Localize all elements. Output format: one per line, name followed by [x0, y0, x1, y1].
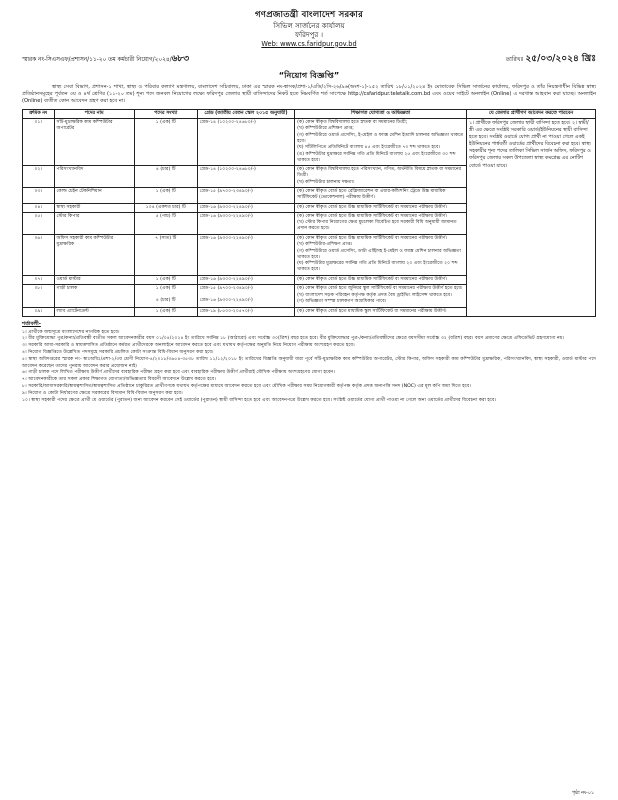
page-number: পৃষ্ঠা নং-০১ — [571, 790, 594, 796]
row-count — [134, 212, 197, 234]
qualification-item: (ক) কোন স্বীকৃত বোর্ড হতে উচ্চ মাধ্যমিক সার্টিফিকেট বা সমমানের পরীক্ষায় উত্তীর্ণ। — [297, 235, 448, 241]
qualification-item: (খ) বাংলাদেশ সড়ক পরিবহন কর্তৃপক্ষ কর্তৃক প্রদত্ত বৈধ ড্রাইভিং লাইসেন্স থাকতে হবে। — [297, 292, 452, 298]
grade-value: গ্রেড-১৯ (৮৫০০-২০৫৭০/-) — [199, 308, 253, 314]
grade-value: গ্রেড-১৬ (৯৩০০-২২৪৯০/-) — [199, 213, 253, 219]
row-qualification — [295, 166, 467, 188]
notice-title: “নিয়োগ বিজ্ঞপ্তি” — [278, 69, 340, 80]
grade-value: গ্রেড-১৪ (১০২০০-২৪৬৮০/-) — [199, 119, 256, 125]
row-count — [134, 285, 197, 307]
row-qualification — [295, 234, 467, 275]
term-item: ৩। সরকারি আধা-সরকারি ও স্বায়ত্তশাসিত প্রতিষ্ঠানে কর্মরত প্রার্থীদেরকে অনলাইনে আবেদন করতে হবে এবং যথাযথ কর্তৃপক্ষের অনুমতি নিয়ে নিয়োগ পরীক্ষায় অংশগ্রহণ করতে হবে। — [22, 343, 355, 349]
count-value: ১ (এক) টি — [155, 119, 176, 125]
row-qualification — [295, 275, 467, 284]
qualification-item: (ঘ) সাঁটলিপিতে প্রতিমিনিটে বাংলায় ৪৫ এবং ইংরেজীতে ৭০ শব্দ থাকতে হবে। — [297, 145, 440, 151]
date-value: ২৫/০৩/২০২৪ খ্রিঃ — [525, 54, 596, 65]
qualification-item: (গ) অভিজ্ঞতা সম্পন্ন চালকগণ অগ্রাধিকার পাবে। — [297, 299, 387, 305]
vacancy-table — [22, 109, 596, 317]
grade-value-2: গ্রেড-১৬ (৯৩০০-২২৪৯০/-) — [199, 298, 253, 304]
qualification-item: (ক) কোন স্বীকৃত বোর্ড হতে রেফ্রিজারেশন বা এয়ার-কন্ডিশনিং ট্রেডে উচ্চ মাধ্যমিক সার্টিফিকেট (ভোকেশনাল) পরীক্ষায় উত্তীর্ণ। — [297, 189, 446, 201]
row-post: ল্যাব এ্যাটেনডেন্ট — [54, 307, 134, 316]
qualification-item: (ক) কোন স্বীকৃত বিশ্ববিদ্যালয় হতে স্নাতক বা সমমানের ডিগ্রী; — [297, 119, 408, 125]
row-count — [134, 118, 197, 165]
row-serial: ০৩। — [23, 188, 55, 203]
row-post: অফিস সহকারী কাম কম্পিউটার মুদ্রাক্ষরিক — [54, 234, 134, 275]
row-grade — [197, 275, 294, 284]
grade-value: গ্রেড-১৫ (৯৭০০-২৩৪৯০/-) — [199, 189, 253, 195]
row-qualification — [295, 212, 467, 234]
qualification-item: (ক) কোন স্বীকৃত বোর্ড হতে জুনিয়র স্কুল সার্টিফিকেট বা সমমানের পরীক্ষায় উত্তীর্ণ হতে হবে। — [297, 286, 463, 292]
qualification-item: (ঙ) কম্পিউটার মুদ্রাক্ষরে সর্বনিম্ন গতি প্রতি মিনিটে বাংলায় ২৫ এবং ইংরেজীতে ৩০ শব্দ থাকতে হবে। — [297, 151, 456, 163]
memo-date — [506, 54, 596, 66]
count-value: ৪ (চার) টি — [155, 167, 176, 173]
row-grade — [197, 307, 294, 316]
qualification-item: (খ) কম্পিউটারে প্রশিক্ষণ প্রাপ্ত; — [297, 126, 354, 132]
terms-title: শর্তাবলী- — [22, 321, 41, 328]
date-prefix: তারিখঃ — [505, 57, 524, 64]
count-value: ১ (এক) টি — [155, 286, 176, 292]
qualification-item: (ক) কোন স্বীকৃত বোর্ড হতে উচ্চ মাধ্যমিক সার্টিফিকেট বা সমমানের পরীক্ষায় উত্তীর্ণ। — [297, 276, 448, 282]
row-grade — [197, 188, 294, 203]
row-post: পরিসংখ্যানবিদ — [54, 166, 134, 188]
memo-line — [22, 54, 596, 66]
row-count — [134, 203, 197, 212]
office-name: সিভিল সার্জনের কার্যালয় — [273, 21, 345, 31]
row-count — [134, 275, 197, 284]
term-item: ৯। নিয়োগ ও কোটা নির্ধারণের ক্ষেত্রে সরকারের বিদ্যমান বিধি-বিধান অনুসরণ করা হবে। — [22, 390, 183, 396]
col-eligibility: যে জেলার প্রার্থীগণ আবেদন করতে পারবেন — [467, 109, 596, 118]
count-value-2: ৪ (চার) টি — [155, 298, 176, 304]
row-serial: ০৯। — [23, 307, 55, 316]
qualification-item: (ক) কোন স্বীকৃত বিশ্ববিদ্যালয় হতে পরিসংখ্যান, গণিত, অর্থনীতি বিষয়ে স্নাতক বা সমমানের ডিগ্রী। — [297, 167, 462, 179]
row-post: স্টোর কিপার — [54, 212, 134, 234]
row-post: কোল্ড চেইন টেকনিশিয়ান — [54, 188, 134, 203]
memo-handwritten-number: ৬৮৩ — [171, 54, 190, 65]
col-qualification: শিক্ষাগত যোগ্যতা ও অভিজ্ঞতা — [295, 109, 467, 118]
row-post: গাড়ী চালক — [54, 285, 134, 307]
row-count — [134, 307, 197, 316]
count-value: ১ (এক) টি — [155, 308, 176, 314]
term-item: ৮। সরকারি/আধাসরকারি/স্বায়ত্বশাসিত/স্বায়ত্বশাসিত প্রতিষ্ঠানে চাকুরিরত প্রার্থীগণকে যথাযথ কর্তৃপক্ষের মাধ্যমে আবেদন করতে হবে এবং মৌখিক পরীক্ষার সময় নিয়োগকারী কর্তৃপক্ষ কর্তৃক প্রদত্ত অনাপত্তি সনদ (NOC) এর মূল কপি জমা দিতে হবে। — [22, 384, 471, 390]
row-serial: ০৬। — [23, 234, 55, 275]
row-post: ওয়ার্ড মাস্টার — [54, 275, 134, 284]
col-post: পদের নাম — [54, 109, 134, 118]
grade-value: গ্রেড-১৫ (৯৭০০-২৩৪৯০/-) — [199, 286, 253, 292]
row-grade — [197, 234, 294, 275]
term-item: ১। প্রার্থীকে জন্মসূত্রে বাংলাদেশের নাগরিক হতে হবে। — [22, 329, 120, 335]
qualification-item: (খ) কম্পিউটার-প্রশিক্ষণ প্রাপ্ত। — [297, 242, 353, 248]
term-item: ৬। গাড়ী চালক পদে লিখিত পরীক্ষায় উত্তীর্ণ প্রার্থীদের ব্যবহারিক পরীক্ষা গ্রহণ করা হবে এবং ব্যবহারিক পরীক্ষায় উত্তীর্ণ প্রার্থীরাই মৌখিক পরীক্ষায় অংশগ্রহণের যোগ্য হবেন। — [22, 370, 335, 376]
col-grade: গ্রেড (জাতীয় বেতন স্কেল ২০১৫ অনুযায়ী) — [197, 109, 294, 118]
letterhead — [22, 10, 596, 48]
row-serial: ০৪। — [23, 203, 55, 212]
row-post: স্বাস্থ্য সহকারী — [54, 203, 134, 212]
qualification-item: (খ) স্টোর কিপার নিয়োগের ক্ষেত্র মুচলেকা বিবেচিত হবে সরকারী বিধি অনুযায়ী জামানত প্রদান করতে হবে। — [297, 220, 457, 232]
qualification-item: (গ) কম্পিউটারে ওয়ার্ড প্রসেসিং, ডাটা এন্ট্রিসহ ই-মেইল ও ফ্যাক্স মেশিন চালনার অভিজ্ঞতা থাকতে হবে। — [297, 248, 461, 260]
col-serial: ক্রমিক নং — [23, 109, 55, 118]
row-serial: ০৭। — [23, 275, 55, 284]
row-serial: ০১। — [23, 118, 55, 165]
row-grade — [197, 166, 294, 188]
term-item: ৭। আবেদনকারীকে তার সকল প্রকার শিক্ষাগত যোগ্যতা/অভিজ্ঞতার বিবরণী আবেদনে উল্লেখ করতে হবে। — [22, 377, 216, 383]
table-row — [23, 118, 596, 165]
row-grade — [197, 285, 294, 307]
row-count — [134, 166, 197, 188]
terms-list — [22, 330, 596, 405]
row-serial: ০২। — [23, 166, 55, 188]
term-item: ৫। স্বাস্থ্য অধিদপ্তরের স্মারক নং- স্বাঃঅধিঃ/প্রশা-২/৩য় শ্রেণী নিয়োগ-৪/২০১৮/৩৬৫৪-৩৫৩৮ তারিখ ১১/১২/২০১৮ ইং তারিখের বিজ্ঞপ্তি অনুযায়ী যারা পূর্বে সাঁট-মুদ্রাক্ষরিক কাম কম্পিউটার অপারেটর, স্টোর কিপার, অফিস সহকারী কাম কম্পিউটার মুদ্রাক্ষরিক, পরিসংখ্যানবিদ, স্বাস্থ্য সহকারী, ওয়ার্ড মাস্টার পদে আবেদন করেছেন তাদের পুনরায় আবেদন করার প্রয়োজন নাই। — [22, 356, 596, 369]
row-eligibility: ১। প্রার্থীকে ফরিদপুর জেলার স্থায়ী বাসিন্দা হতে হবে। ২। স্বামী/স্ত্রী এর ক্ষেত্রে সংশ্লিষ্ট সরকারি ওয়ার্ড/ইউনিয়নের স্থায়ী বাসিন্দা হতে হবে। সংশ্লিষ্ট ওয়ার্ডে যোগ্য প্রার্থী না পাওয়া গেলে একই ইউনিয়নের পার্শ্ববর্তী ওয়ার্ডের প্রার্থীদের বিবেচনা করা হবে। স্বাস্থ্য সহকারীর শূন্য পদের তালিকা সিভিল সার্জন অফিস, ফরিদপুর ও ফরিদপুর জেলার সকল উপজেলা স্বাস্থ্য কমপ্লেক্স এর নোটিশ বোর্ডে পাওয়া যাবে। — [467, 118, 596, 316]
count-value: ১ (এক) টি — [155, 189, 176, 195]
qualification-item: (খ) কম্পিউটার চালনায় দক্ষতা। — [297, 179, 355, 185]
terms-section — [22, 321, 596, 404]
count-value: ৭ (সাত) টি — [155, 235, 177, 241]
row-grade — [197, 212, 294, 234]
qualification-item: (ঘ) কম্পিউটার মুদ্রাক্ষরের সর্বনিম্ন গতি প্রতি মিনিটে বাংলায় ২০ এবং ইংরেজীতে ২০ শব্দ থাকতে হবে। — [297, 261, 458, 273]
term-item: ১০। স্বাস্থ্য সহকারী পদের ক্ষেত্রে প্রার্থী যে ওয়ার্ডের (পুরাতন) জন্য আবেদন করবেন সেই ওয়ার্ডের (পুরাতন) স্থায়ী বাসিন্দা হতে হবে এবং আবেদনপত্রে উল্লেখ করতে হবে। সংশ্লিষ্ট ওয়ার্ডের যোগ্য প্রার্থী পাওয়া না গেলে অন্য ওয়ার্ডের প্রার্থীদের বিবেচনা করা হবে। — [22, 397, 497, 403]
government-name: গণপ্রজাতন্ত্রী বাংলাদেশ সরকার — [254, 10, 364, 20]
count-value: ৫ (পাচ) টি — [155, 213, 176, 219]
grade-value: গ্রেড-১৬ (৯৩০০-২২৪৯০/-) — [199, 204, 253, 210]
row-qualification — [295, 307, 467, 316]
qualification-item: (ক) কোন স্বীকৃত বোর্ড হতে উচ্চ মাধ্যমিক সার্টিফিকেট বা সমমানের পরীক্ষায় উত্তীর্ণ। — [297, 213, 448, 219]
row-post: সাঁট-মুদ্রাক্ষরিক কাম কম্পিউটার অপারেটর — [54, 118, 134, 165]
row-grade — [197, 203, 294, 212]
count-value: ১০৪ (একশত চার) টি — [145, 204, 186, 210]
grade-value: গ্রেড-১৬ (৯৩০০-২২৪৯০/-) — [199, 276, 253, 282]
term-item: ২। বীর মুক্তিযোদ্ধা পুত্র/কন্যা/প্রতিবন্ধী ব্যতীত সকল আবেদনকারীর বয়স ০১/০৪/২০২৪ ইং তারিখে সর্বনিম্ন ১৮ (আঠারো) এবং সর্বোচ্চ ৩০(ত্রিশ) বছর হতে হবে। বীর মুক্তিযোদ্ধার পুত্র-/কন্যা/প্রতিবন্ধীদের ক্ষেত্রে বয়সসীমা সর্বোচ্চ ৩২ (বত্রিশ) বছর। বয়স প্রমাণের ক্ষেত্রে এফিডেভিট গ্রহণযোগ্য নয়। — [22, 336, 565, 342]
qualification-item: (গ) কম্পিউটারে ওয়ার্ড প্রসেসিং, ই-মেইল ও ফ্যাক্স মেশিন ইত্যাদি চালনার অভিজ্ঞতা থাকতে হবে। — [297, 132, 464, 144]
memo-prefix: স্মারক নং-সিএসএফ/প্রশাসন/১১-২০ তম কর্মচারী নিয়োগ/২০২৪/ — [22, 57, 172, 64]
row-serial: ০৫। — [23, 212, 55, 234]
row-count — [134, 234, 197, 275]
grade-value: গ্রেড-১৪ (১০২০০-২৪৬৮০/-) — [199, 167, 256, 173]
row-qualification — [295, 188, 467, 203]
district-name: ফরিদপুর । — [295, 30, 323, 39]
qualification-item: (ক) কোন স্বীকৃত বোর্ড হতে উচ্চ মাধ্যমিক সার্টিফিকেট বা সমমানের পরীক্ষায় উত্তীর্ণ। — [297, 204, 448, 210]
row-count — [134, 188, 197, 203]
memo-number — [22, 54, 189, 66]
col-count: পদের সংখ্যা — [134, 109, 197, 118]
grade-value: গ্রেড-১৬ (৯৩০০-২২৪৯০/-) — [199, 235, 253, 241]
table-header-row — [23, 109, 596, 118]
row-serial: ০৮। — [23, 285, 55, 307]
row-qualification — [295, 203, 467, 212]
intro-paragraph: স্বাস্থ্য সেবা বিভাগ, প্রশাসন-১ শাখা, স্বাস্থ্য ও পরিবার কল্যাণ মন্ত্রণালয়, বাংলাদেশ সচিবালয়, ঢাকা এর স্মারক নং-স্বাসক/প্রশা-১/এডি/২সি-২৬/৯৬(অংশ-১)-১৫২ তারিখ ১৮/০১/২০২৪ ইং মোতাবেক সিভিল সার্জনের কার্যালয়, ফরিদপুর ও তাঁর নিয়ন্ত্রণাধীন বিভিন্ন স্বাস্থ্য প্রতিষ্ঠানসমূহের পূর্বতন ৩য় ও ৪র্থ শ্রেণির (১১-২০ তম) শূন্য পদে জনবল নিয়োগের লক্ষ্যে ফরিদপুর জেলার স্থায়ী বাসিন্দাদের নিকট হতে নিম্নবর্ণিত শর্ত সাপেক্ষে http://csfaridpur.teletalk.com.bd এবং ওয়েব সাইটে অনলাইন (Online) এ দরখাস্ত আহবান করা যাচ্ছে। অনলাইন (Online) ব্যতীত কোন আবেদন গ্রহণ করা হবে না। — [22, 83, 596, 105]
row-qualification — [295, 118, 467, 165]
website-link[interactable]: Web: www.cs.faridpur.gov.bd — [261, 39, 357, 48]
qualification-item: (ক) কোন স্বীকৃত বোর্ড হতে মাধ্যমিক স্কুল সার্টিফিকেট বা সমমানের পরীক্ষায় উত্তীর্ণ। — [297, 308, 447, 314]
row-qualification — [295, 285, 467, 307]
row-grade — [197, 118, 294, 165]
count-value: ১ (এক) টি — [155, 276, 176, 282]
term-item: ৪। নিয়োগ বিজ্ঞপ্তিতে উল্লেখিত পদসমূহে সরকারি প্রচলিত কোটা সংক্রান্ত বিধি-বিধান অনুসরণ করা হবে। — [22, 350, 214, 356]
